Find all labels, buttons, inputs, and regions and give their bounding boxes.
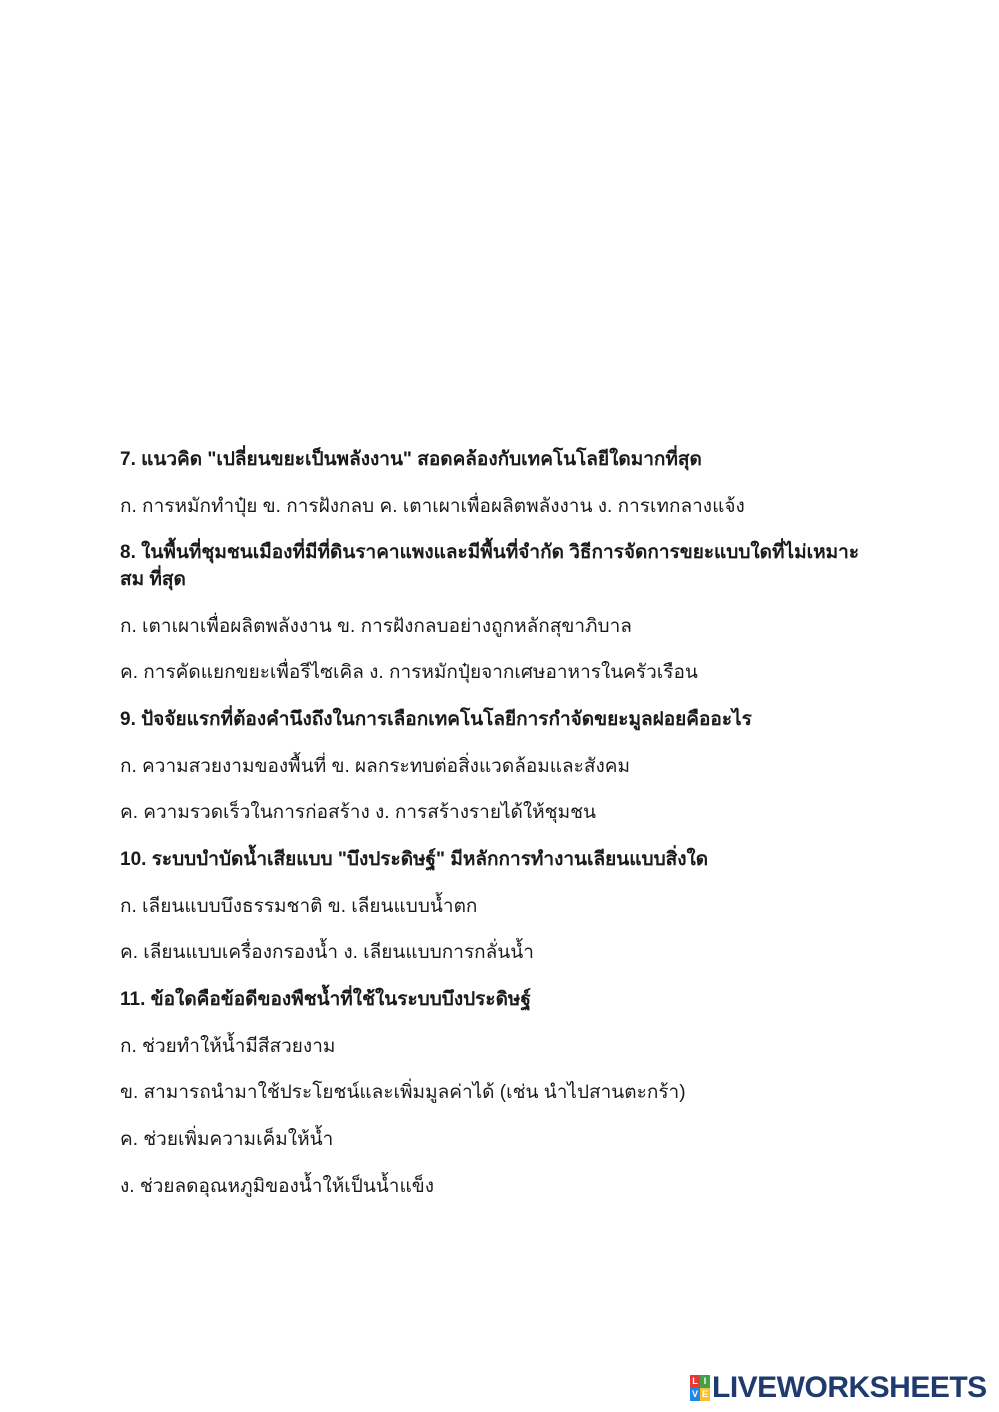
logo-mark-letter-i: I [700,1375,710,1388]
question-9-options-row-2: ค. ความรวดเร็วในการก่อสร้าง ง. การสร้างรายได้ให้ชุมชน [120,802,596,823]
question-8: 8. ในพื้นที่ชุมชนเมืองที่มีที่ดินราคาแพงและมีพื้นที่จำกัด วิธีการจัดการขยะแบบใดที่ไม่เหมาะสม ที่สุด [120,542,860,590]
logo-mark-letter-v: V [691,1389,698,1399]
question-9-options-row-1: ก. ความสวยงามของพื้นที่ ข. ผลกระทบต่อสิ่งแวดล้อมและสังคม [120,756,630,777]
liveworksheets-logo [690,1373,987,1403]
question-11: 11. ข้อใดคือข้อดีของพืชน้ำที่ใช้ในระบบบึงประดิษฐ์ [120,989,531,1010]
question-10-options-row-1: ก. เลียนแบบบึงธรรมชาติ ข. เลียนแบบน้ำตก [120,896,478,917]
logo-mark-letter-e: E [701,1389,708,1399]
question-10-options-row-2: ค. เลียนแบบเครื่องกรองน้ำ ง. เลียนแบบการกลั่นน้ำ [120,942,534,963]
question-11-option-a: ก. ช่วยทำให้น้ำมีสีสวยงาม [120,1036,336,1057]
question-8-options-row-2: ค. การคัดแยกขยะเพื่อรีไซเคิล ง. การหมักปุ๋ยจากเศษอาหารในครัวเรือน [120,662,698,683]
question-7-options: ก. การหมักทำปุ๋ย ข. การฝังกลบ ค. เตาเผาเพื่อผลิตพลังงาน ง. การเทกลางแจ้ง [120,496,745,517]
question-8-options-row-1: ก. เตาเผาเพื่อผลิตพลังงาน ข. การฝังกลบอย่างถูกหลักสุขาภิบาล [120,616,632,637]
question-11-option-c: ค. ช่วยเพิ่มความเค็มให้น้ำ [120,1129,334,1150]
question-11-option-d: ง. ช่วยลดอุณหภูมิของน้ำให้เป็นน้ำแข็ง [120,1176,434,1197]
question-11-option-b: ข. สามารถนำมาใช้ประโยชน์และเพิ่มมูลค่าได้ (เช่น นำไปสานตะกร้า) [120,1082,686,1103]
logo-mark-letter-l: L [690,1375,700,1388]
question-10: 10. ระบบบำบัดน้ำเสียแบบ "บึงประดิษฐ์" มีหลักการทำงานเลียนแบบสิ่งใด [120,849,709,870]
question-7: 7. แนวคิด "เปลี่ยนขยะเป็นพลังงาน" สอดคล้องกับเทคโนโลยีใดมากที่สุด [120,449,702,470]
liveworksheets-logo-mark-icon [690,1375,710,1401]
liveworksheets-logo-text: LIVEWORKSHEETS [712,1371,987,1404]
question-9: 9. ปัจจัยแรกที่ต้องคำนึงถึงในการเลือกเทคโนโลยีการกำจัดขยะมูลฝอยคืออะไร [120,709,752,730]
